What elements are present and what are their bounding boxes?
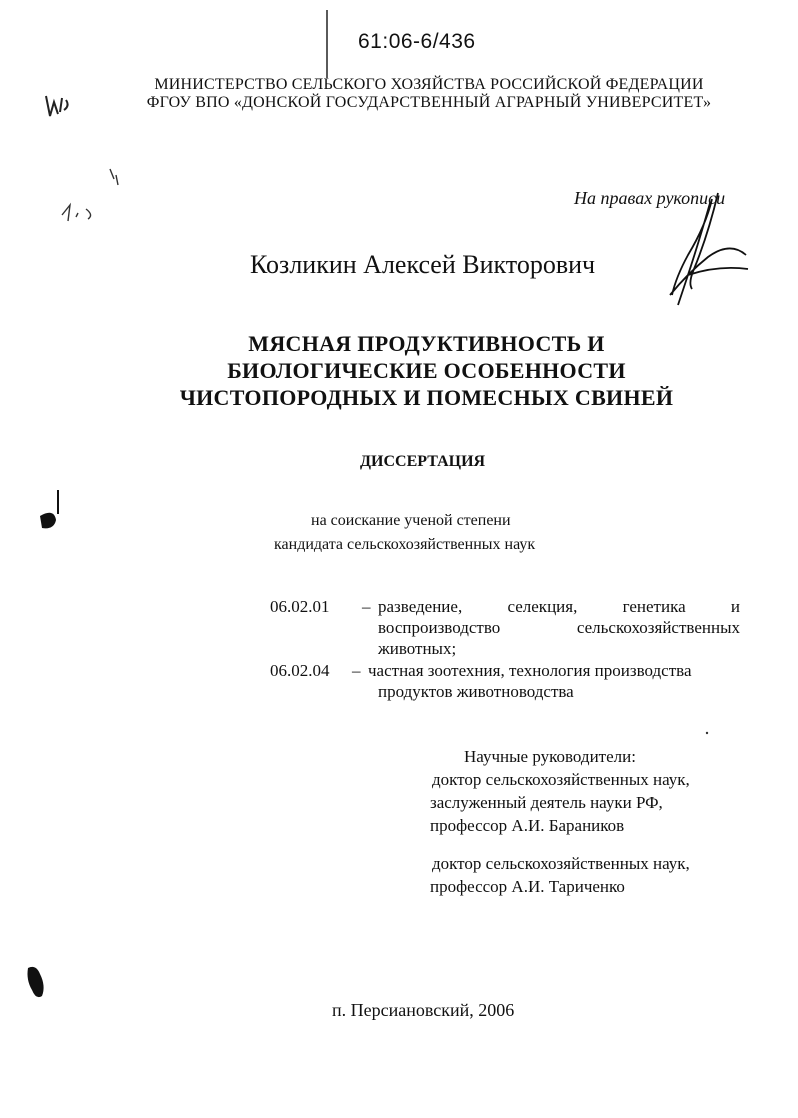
signature — [648, 185, 758, 315]
specialty-code-1: 06.02.01 — [270, 597, 330, 616]
supervisor-2-degree: доктор сельскохозяйственных наук, — [432, 854, 690, 873]
university-name: ФГОУ ВПО «ДОНСКОЙ ГОСУДАРСТВЕННЫЙ АГРАРНЫЙ УНИВЕРСИТЕТ» — [146, 94, 712, 111]
author-name: Козликин Алексей Викторович — [250, 250, 596, 279]
ink-blot-left — [34, 488, 64, 548]
specialty-dash-1: – — [362, 597, 371, 616]
specialty-dash-2: – — [352, 661, 361, 680]
title-line-3: ЧИСТОПОРОДНЫХ И ПОМЕСНЫХ СВИНЕЙ — [179, 385, 674, 410]
scan-speck — [704, 730, 710, 736]
handwritten-scribble-left — [58, 165, 128, 235]
specialty-description-1: разведение, селекция, генетика и воспроизводство сельскохозяйственных животных; — [378, 597, 740, 658]
document-type: ДИССЕРТАЦИЯ — [360, 453, 486, 470]
place-and-year: п. Персиановский, 2006 — [332, 1000, 515, 1020]
ink-blot-bottom-left — [22, 964, 52, 1004]
supervisor-1-degree: доктор сельскохозяйственных наук, — [432, 770, 690, 789]
supervisor-2-name: профессор А.И. Тариченко — [430, 877, 625, 896]
ministry-name: МИНИСТЕРСТВО СЕЛЬСКОГО ХОЗЯЙСТВА РОССИЙСКОЙ ФЕДЕРАЦИИ — [154, 76, 704, 93]
rights-note: На правах рукописи — [574, 188, 726, 208]
supervisor-1-name: профессор А.И. Бараников — [430, 816, 625, 835]
archive-code: 61:06-6/436 — [358, 30, 476, 53]
title-line-2: БИОЛОГИЧЕСКИЕ ОСОБЕННОСТИ — [227, 358, 626, 383]
specialty-code-2: 06.02.04 — [270, 661, 330, 680]
specialty-description-2-line-1: частная зоотехния, технология производства — [368, 661, 692, 680]
specialty-description-2-line-2: продуктов животноводства — [378, 682, 574, 701]
handwritten-scribble-top-left — [40, 92, 80, 122]
supervisors-heading: Научные руководители: — [464, 747, 636, 766]
scan-mark-line — [324, 10, 330, 80]
degree-purpose-line-1: на соискание ученой степени — [311, 512, 511, 529]
degree-purpose-line-2: кандидата сельскохозяйственных наук — [274, 536, 536, 553]
supervisor-1-honor: заслуженный деятель науки РФ, — [430, 793, 663, 812]
title-line-1: МЯСНАЯ ПРОДУКТИВНОСТЬ И — [248, 331, 605, 356]
